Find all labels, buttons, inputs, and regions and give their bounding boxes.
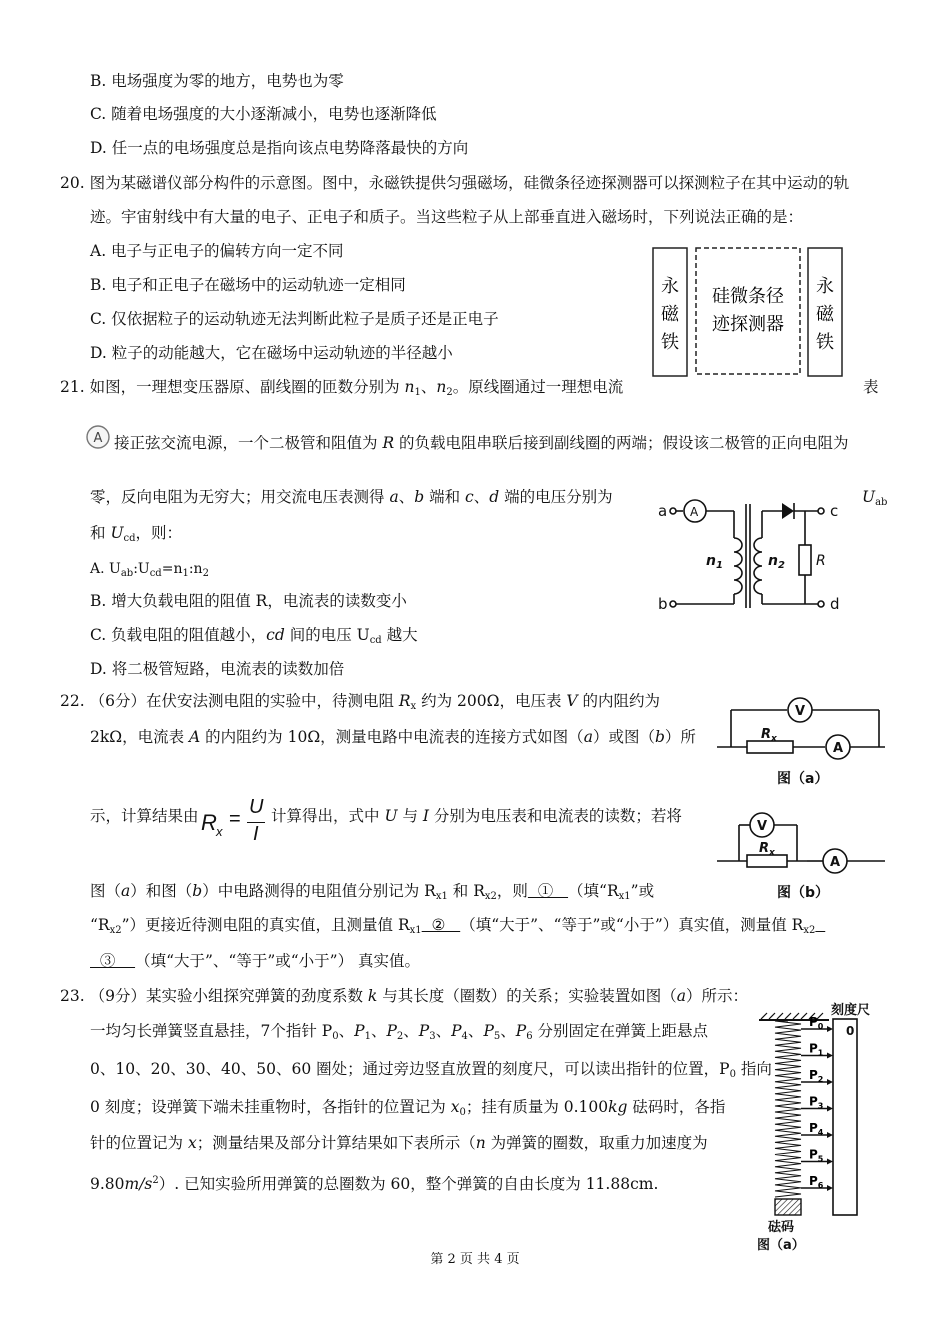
q22-circuit-figure-a — [717, 690, 885, 788]
weight-block — [775, 1199, 801, 1215]
q21-stem-line3: 零，反向电阻为无穷大；用交流电压表测得 a、b 端和 c、d 端的电压分别为 — [90, 488, 613, 506]
pointer-arrow — [827, 1132, 833, 1138]
svg-text:R: R — [816, 553, 826, 569]
q20-option-a: A. 电子与正电子的偏转方向一定不同 — [90, 242, 344, 260]
q21-stem-line2: 接正弦交流电源，一个二极管和阻值为 R 的负载电阻串联后接到副线圈的两端；假设该二极管的正向电阻为 — [114, 434, 849, 452]
q23-stem-line2: 一均匀长弹簧竖直悬挂，7个指针 $P_0$、$P_1$、$P_2$、$P_3$、$P_4$、$P_5$、$P_6$ 分别固定在弹簧上距悬点 — [90, 1022, 709, 1042]
svg-text:V: V — [757, 819, 768, 834]
q22-circuit-figure-b — [717, 808, 885, 904]
q22-stem-line6: ③ （填“大于”、“等于”或“小于”） 真实值。 — [90, 952, 421, 970]
svg-text:A: A — [690, 505, 699, 519]
right-magnet-char-3: 铁 — [816, 332, 834, 353]
pointer-arrow — [827, 1185, 833, 1191]
q21-uab-label: $U_{ab}$ — [862, 488, 888, 508]
q20-stem-line2: 迹。宇宙射线中有大量的电子、正电子和质子。当这些粒子从上部垂直进入磁场时，下列说法正确的是： — [90, 208, 804, 226]
q23-spring-figure — [757, 1003, 871, 1253]
pointer-label: $P_4$ — [809, 1121, 824, 1137]
q22-stem-line1: 22. （6分）在伏安法测电阻的实验中，待测电阻 $R_x$ 约为 200Ω，电压表 V 的内阻约为 — [60, 692, 661, 712]
right-magnet-char-1: 永 — [816, 276, 834, 297]
q22-stem-line3b: 计算得出，式中 U 与 I 分别为电压表和电流表的读数；若将 — [271, 807, 682, 825]
svg-text:c: c — [830, 502, 839, 520]
q20-option-c: C. 仅依据粒子的运动轨迹无法判断此粒子是质子还是正电子 — [90, 310, 499, 328]
svg-text:A: A — [93, 431, 103, 446]
pointer-label: $P_5$ — [809, 1147, 824, 1164]
pointer-label: $P_3$ — [809, 1094, 824, 1111]
svg-text:V: V — [795, 704, 806, 719]
q23-stem-line5: 针的位置记为 x；测量结果及部分计算结果如下表所示（n 为弹簧的圈数，取重力加速度为 — [90, 1134, 708, 1152]
page-footer: 第 2 页 共 4 页 — [430, 1252, 520, 1267]
svg-text:图（a）: 图（a） — [777, 771, 829, 787]
svg-text:n1: $n_1$ — [706, 553, 723, 571]
q20-option-b: B. 电子和正电子在磁场中的运动轨迹一定相同 — [90, 276, 406, 294]
q20-option-d: D. 粒子的动能越大，它在磁场中运动轨迹的半径越小 — [90, 344, 453, 362]
detector-label-1: 硅微条径 — [712, 286, 784, 307]
pointer-arrow — [827, 1079, 833, 1085]
q23-stem-line4: 0 刻度；设弹簧下端未挂重物时，各指针的位置记为 $x_0$；挂有质量为 0.100kg 砝码时，各指 — [90, 1098, 726, 1118]
svg-text:a: a — [658, 502, 668, 520]
pointer-arrow — [827, 1026, 833, 1032]
q21-option-b: B. 增大负载电阻的阻值 R，电流表的读数变小 — [90, 592, 407, 610]
right-magnet-char-2: 磁 — [816, 304, 834, 325]
q21-stem-line1: 21. 如图，一理想变压器原、副线圈的匝数分别为 $n_1$、$n_2$。原线圈通过一理想电流 — [60, 378, 624, 398]
detector-label-2: 迹探测器 — [712, 314, 784, 335]
ammeter-inline-icon — [84, 423, 112, 451]
q21-option-c: C. 负载电阻的阻值越小，cd 间的电压 $U_{cd}$ 越大 — [90, 626, 418, 646]
q19-option-b: B. 电场强度为零的地方，电势也为零 — [90, 72, 344, 90]
q23-stem-line6: $9.80m/s^2$）. 已知实验所用弹簧的总圈数为 60，整个弹簧的自由长度为 11.88cm. — [90, 1175, 659, 1194]
svg-text:0: 0 — [846, 1024, 855, 1038]
svg-text:b: b — [658, 595, 668, 613]
svg-text:A: A — [830, 855, 841, 870]
q22-stem-line3a: 示，计算结果由 — [90, 807, 199, 825]
pointer-label: $P_2$ — [809, 1068, 824, 1084]
svg-text:图（b）: 图（b） — [777, 885, 830, 901]
svg-text:Rx: $R_x$ — [761, 727, 777, 744]
pointer-label: $P_1$ — [809, 1041, 824, 1058]
q21-stem-line4: 和 $U_{cd}$，则： — [90, 524, 183, 544]
q19-option-c: C. 随着电场强度的大小逐渐减小，电势也逐渐降低 — [90, 105, 437, 123]
left-magnet-char-3: 铁 — [661, 332, 679, 353]
q21-transformer-figure — [650, 490, 850, 620]
q22-formula: R x = U I — [201, 796, 264, 845]
pointer-arrow — [827, 1106, 833, 1112]
spring-coil — [775, 1021, 801, 1197]
pointer-arrow — [827, 1053, 833, 1059]
svg-text:砝码: 砝码 — [768, 1220, 795, 1235]
left-magnet-char-1: 永 — [661, 276, 679, 297]
diode-symbol — [782, 503, 794, 519]
q20-stem-line1: 20. 图为某磁谱仪部分构件的示意图。图中，永磁铁提供匀强磁场，硅微条径迹探测器可以探测粒子在其中运动的轨 — [60, 174, 850, 192]
svg-text:刻度尺: 刻度尺 — [831, 1003, 871, 1018]
svg-text:Rx: $R_x$ — [759, 841, 775, 858]
q22-stem-line5: “$R_{x2}$”）更接近待测电阻的真实值，且测量值 $R_{x1}$ ② （填“大于”、“等于”或“小于”）真实值，测量值 $R_{x2}$ — [90, 916, 816, 936]
left-magnet-char-2: 磁 — [661, 304, 679, 325]
q21-option-d: D. 将二极管短路，电流表的读数加倍 — [90, 660, 345, 678]
svg-text:n2: $n_2$ — [768, 553, 785, 571]
pointer-arrow — [827, 1159, 833, 1165]
q23-stem-line1: 23. （9分）某实验小组探究弹簧的劲度系数 k 与其长度（圈数）的关系；实验装置如图（a）所示： — [60, 987, 748, 1005]
svg-text:图（a）: 图（a） — [757, 1238, 805, 1253]
svg-text:A: A — [833, 741, 844, 756]
q19-option-d: D. 任一点的电场强度总是指向该点电势降落最快的方向 — [90, 139, 469, 157]
q20-spectrometer-figure — [652, 246, 844, 378]
pointer-label: $P_6$ — [809, 1174, 824, 1190]
q22-stem-line2: 2kΩ，电流表 A 的内阻约为 10Ω，测量电路中电流表的连接方式如图（a）或图（b）所 — [90, 728, 696, 746]
q21-stem-line1-end: 表 — [863, 378, 879, 396]
q23-stem-line3: 0、10、20、30、40、50、60 圈处；通过旁边竖直放置的刻度尺，可以读出指针的位置，$P_0$ 指向 — [90, 1060, 772, 1080]
detector-box — [696, 248, 800, 374]
svg-text:d: d — [830, 595, 840, 613]
ruler — [833, 1019, 857, 1215]
pointer-label: $P_0$ — [809, 1015, 824, 1031]
q21-option-a: A. $U_{ab}:U_{cd}=n_1:n_2$ — [90, 561, 209, 579]
q22-stem-line4: 图（a）和图（b）中电路测得的电阻值分别记为 $R_{x1}$ 和 $R_{x2}$，则 ① （填“$R_{x1}$”或 — [90, 882, 655, 902]
